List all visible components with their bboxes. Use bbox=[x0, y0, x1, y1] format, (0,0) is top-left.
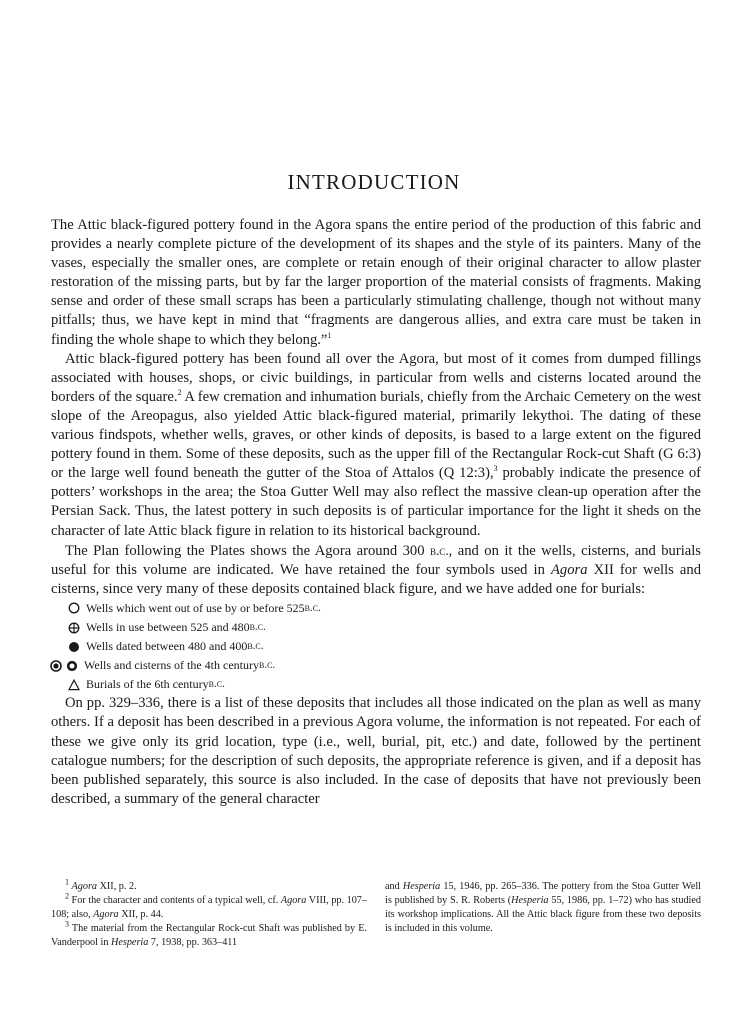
footnote-3-continued bbox=[385, 880, 701, 936]
footnote-text: VIII, pp. 107–108; also, bbox=[51, 895, 367, 920]
page-title: INTRODUCTION bbox=[287, 170, 461, 194]
footnotes bbox=[51, 877, 701, 950]
legend-item-open-triangle bbox=[68, 675, 701, 694]
footnote-ref-2[interactable]: 2 bbox=[177, 387, 182, 397]
footnote-italic: Hesperia bbox=[110, 937, 149, 948]
footnote-italic: Agora bbox=[93, 909, 119, 920]
era-abbrev: b.c. bbox=[429, 542, 449, 558]
legend-text: Wells in use between 525 and 480 bbox=[86, 619, 250, 634]
legend-era: b.c. bbox=[208, 678, 225, 691]
legend-era: b.c. bbox=[249, 620, 266, 633]
footnote-1 bbox=[51, 877, 367, 894]
filled-circle-icon bbox=[68, 641, 80, 653]
footnote-number: 2 bbox=[65, 891, 69, 901]
open-triangle-icon bbox=[68, 679, 80, 691]
legend-era: b.c. bbox=[304, 601, 321, 614]
legend-text: Burials of the 6th century bbox=[86, 677, 209, 692]
paragraph-1 bbox=[51, 216, 701, 350]
legend-item-filled-circle bbox=[68, 637, 701, 656]
footnote-3 bbox=[51, 919, 367, 950]
paragraph-2-text-c: probably indicate the presence of potters’ workshops in the area; the Stoa Gutter Well may also reflect the massive clean-up operation after the Persian Sack. Thus, the latest pottery in such deposits is of particular importance for the light it sheds on the character of late Attic black figure in relation to its historical background. bbox=[51, 465, 701, 539]
footnote-italic: Agora bbox=[280, 895, 307, 906]
open-circle-icon bbox=[68, 602, 80, 614]
crossed-circle-icon bbox=[68, 622, 80, 634]
paragraph-3-text-b: , and on it the wells, cisterns, and burials useful for this volume are indicated. We have retained the four symbols used in bbox=[51, 542, 701, 578]
paragraph-2-text-b: A few cremation and inhumation burials, chiefly from the Archaic Cemetery on the west slope of the Areopagus, also yielded Attic black-figured material, primarily lekythoi. The dating of these various findspots, whether wells, graves, or other kinds of deposits, is based to a large extent on the figured pottery found in them. Some of these deposits, such as the upper fill of the Rectangular Rock-cut Shaft (G 6:3) or the large well found beneath the gutter of the Stoa of Attalos (Q 12:3), bbox=[51, 388, 702, 482]
footnote-text: The material from the Rectangular Rock-cut Shaft was published by E. Vanderpool in bbox=[51, 923, 367, 948]
footnote-italic: Agora bbox=[71, 881, 98, 892]
footnotes-right-column bbox=[385, 880, 701, 950]
paragraph-3 bbox=[51, 541, 701, 599]
paragraph-3-text-a: The Plan following the Plates shows the Agora around 300 bbox=[65, 542, 430, 559]
footnote-number: 3 bbox=[65, 919, 69, 929]
footnote-text: 15, 1946, pp. 265–336. The pottery from the Stoa Gutter Well is published by S. R. Roberts ( bbox=[385, 881, 701, 906]
legend-item-crossed-circle bbox=[68, 618, 701, 637]
legend-text: Wells which went out of use by or before 525 bbox=[86, 600, 305, 615]
paragraph-2 bbox=[51, 350, 701, 541]
paragraph-2-text-a: Attic black-figured pottery has been found all over the Agora, but most of it comes from dumped fillings associated with houses, shops, or civic buildings, in particular from wells and cisterns located around the borders of the square. bbox=[51, 350, 701, 405]
thick-ring-icon bbox=[66, 660, 78, 672]
footnote-text: 7, 1938, pp. 363–411 bbox=[148, 937, 238, 948]
legend-era: b.c. bbox=[258, 659, 276, 672]
ringed-dot-icon bbox=[50, 660, 62, 672]
footnote-italic: Hesperia bbox=[511, 895, 549, 906]
footnote-text: XII, p. 44. bbox=[118, 909, 164, 920]
legend-text: Wells dated between 480 and 400 bbox=[86, 639, 248, 654]
footnote-ref-1[interactable]: 1 bbox=[327, 330, 332, 340]
paragraph-1-text: The Attic black-figured pottery found in the Agora spans the entire period of the production of this fabric and provides a nearly complete picture of the development of its shapes and the style of its painters. Many of the vases, especially the smaller ones, are complete or retain enough of their original character to allow plaster restoration of the missing parts, but by far the larger proportion of the material consists of fragments. Making sense and order of these small scraps has been a particularly stimulating challenge, though not without many pitfalls; thus, we have kept in mind that “fragments are dangerous allies, and extra care must be taken in finding the whole shape to which they belong.” bbox=[51, 217, 701, 348]
footnote-text: For the character and contents of a typical well, cf. bbox=[69, 895, 281, 906]
legend-item-ring-circles bbox=[68, 656, 701, 675]
footnote-ref-3[interactable]: 3 bbox=[493, 464, 498, 474]
body-text bbox=[51, 216, 701, 809]
agora-italic: Agora bbox=[551, 561, 588, 578]
legend-item-open-circle bbox=[68, 599, 701, 618]
footnote-number: 1 bbox=[65, 877, 69, 887]
paragraph-3-text-c: XII for wells and cisterns, since very many of these deposits contained black figure, and we have added one for burials: bbox=[51, 561, 701, 597]
legend-text: Wells and cisterns of the 4th century bbox=[84, 658, 259, 673]
paragraph-4: On pp. 329–336, there is a list of these deposits that includes all those indicated on the plan as well as many others. If a deposit has been described in a previous Agora volume, the information is not repeated. For each of these we give only its grid location, type (i.e., well, burial, pit, etc.) and date, followed by the pertinent catalogue numbers; for the description of such deposits, the appropriate reference is given, and if a deposit has been published separately, this source is also included. In the case of deposits that have not previously been described, a summary of the general character bbox=[51, 695, 701, 807]
symbol-legend bbox=[68, 599, 701, 694]
legend-era: b.c. bbox=[247, 640, 264, 653]
footnote-italic: Hesperia bbox=[402, 881, 441, 892]
footnotes-left-column bbox=[51, 877, 367, 950]
footnote-text: 55, 1986, pp. 1–72) who has studied its workshop implications. All the Attic black figure from these two deposits is included in this volume. bbox=[385, 895, 701, 934]
footnote-text: and bbox=[385, 881, 403, 892]
footnote-text: XII, p. 2. bbox=[97, 881, 137, 892]
footnote-2 bbox=[51, 891, 367, 922]
